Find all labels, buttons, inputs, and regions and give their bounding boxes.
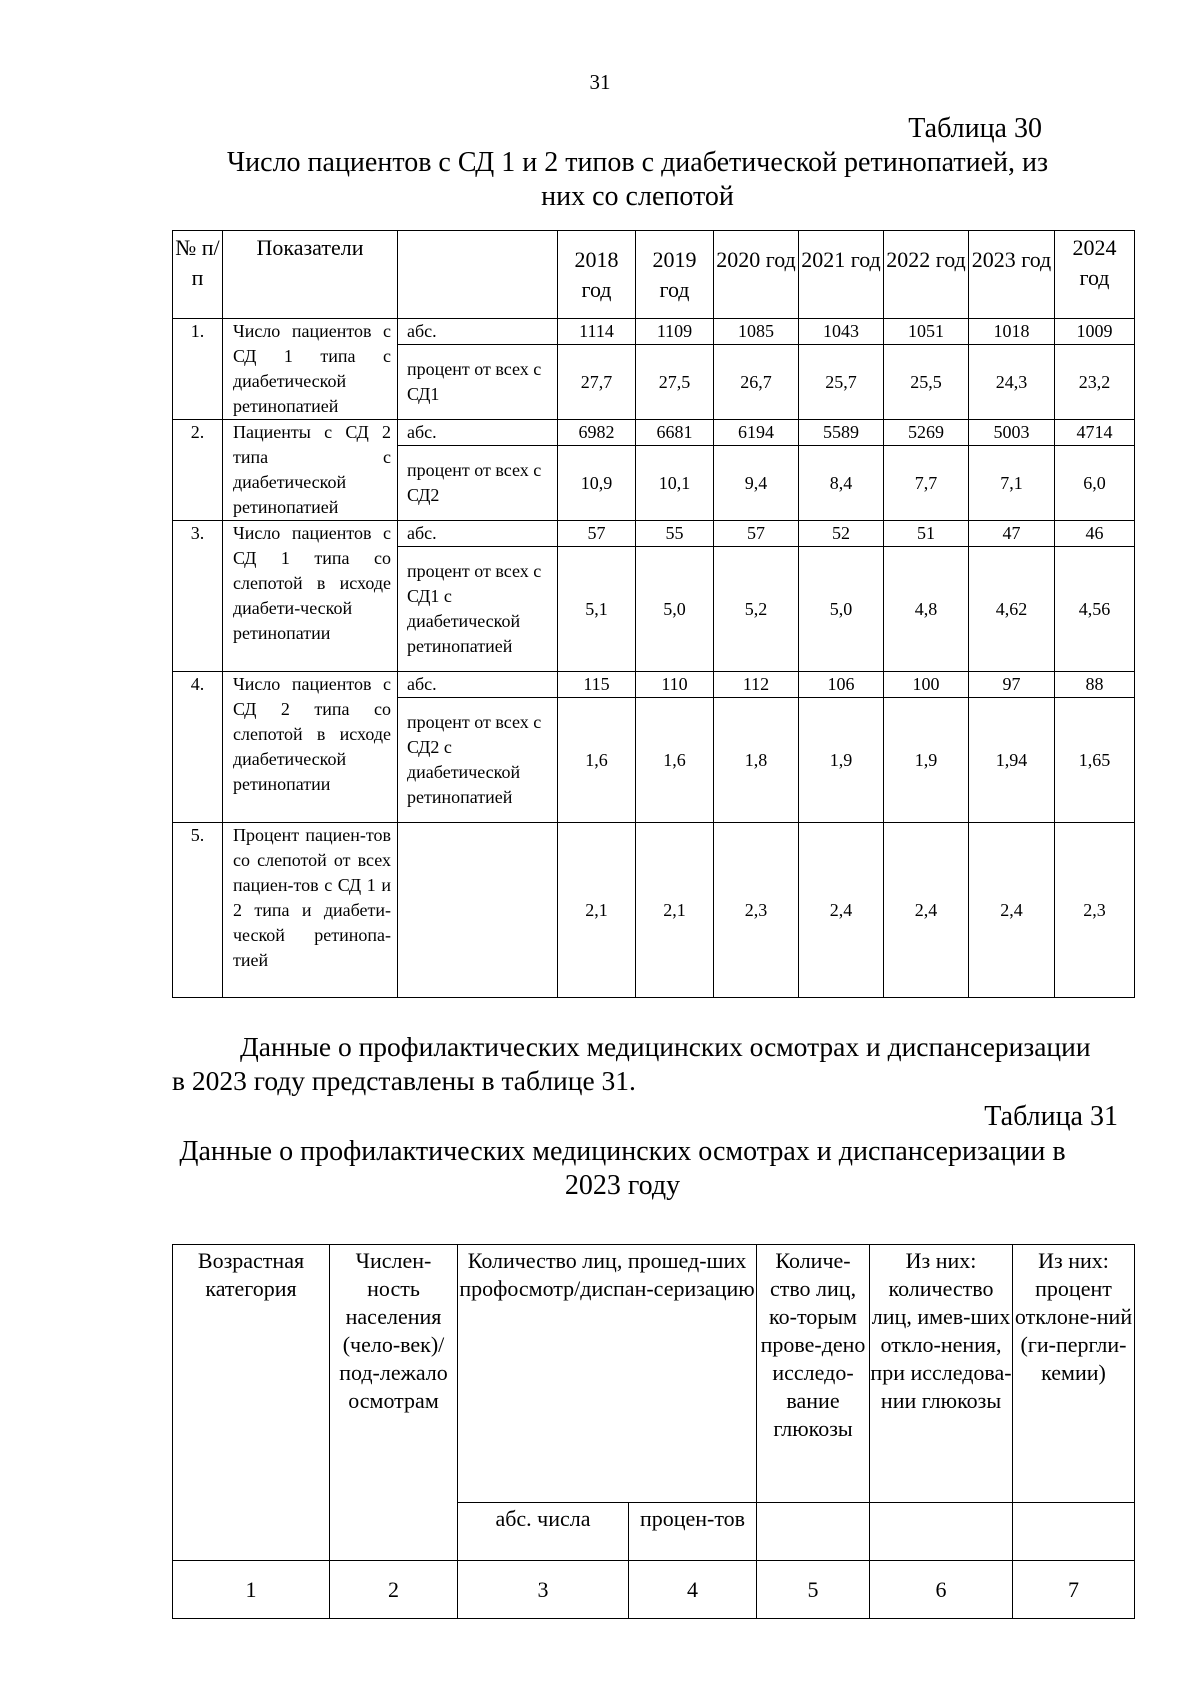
- row-number: 3.: [173, 521, 223, 672]
- cell-value: 106: [799, 672, 884, 698]
- cell-value: 23,2: [1055, 345, 1135, 420]
- cell-value: 52: [799, 521, 884, 547]
- cell-value: 2,4: [884, 823, 969, 998]
- cell-value: 1,9: [799, 698, 884, 823]
- cell-value: 110: [636, 672, 714, 698]
- cell-value: 1085: [714, 319, 799, 345]
- cell-value: 1018: [969, 319, 1055, 345]
- column-number: 7: [1013, 1561, 1135, 1619]
- table-31-title: [150, 1135, 1095, 1203]
- header-year: 2018 год: [558, 231, 636, 319]
- cell-value: 1,6: [558, 698, 636, 823]
- column-number: 1: [173, 1561, 330, 1619]
- cell-value: 5,0: [799, 547, 884, 672]
- cell-value: 5,2: [714, 547, 799, 672]
- cell-value: 51: [884, 521, 969, 547]
- header-blank: [870, 1503, 1013, 1561]
- unit-label: процент от всех с СД1: [398, 345, 558, 420]
- cell-value: 27,5: [636, 345, 714, 420]
- table-30: [172, 230, 1135, 998]
- table-30-title-line: Число пациентов с СД 1 и 2 типов с диабетической ретинопатией, из: [226, 147, 1049, 178]
- header-year: 2019 год: [636, 231, 714, 319]
- cell-value: 55: [636, 521, 714, 547]
- cell-value: 2,3: [1055, 823, 1135, 998]
- cell-value: 5269: [884, 420, 969, 446]
- cell-value: 1,94: [969, 698, 1055, 823]
- table-31: [172, 1244, 1135, 1619]
- row-indicator: Число пациентов с СД 1 типа с диабетической ретинопатией: [223, 319, 398, 420]
- cell-value: 6982: [558, 420, 636, 446]
- header-abs-numbers: абс. числа: [458, 1503, 629, 1561]
- cell-value: 1,9: [884, 698, 969, 823]
- cell-value: 100: [884, 672, 969, 698]
- cell-value: 4,8: [884, 547, 969, 672]
- cell-value: 46: [1055, 521, 1135, 547]
- cell-value: 57: [558, 521, 636, 547]
- cell-value: 5,1: [558, 547, 636, 672]
- column-number: 4: [629, 1561, 757, 1619]
- row-number: 2.: [173, 420, 223, 521]
- cell-value: 7,1: [969, 446, 1055, 521]
- header-deviations-percent: Из них: процент отклоне-ний (ги-пергли-кемии): [1013, 1245, 1135, 1503]
- table-31-caption: Таблица 31: [984, 1101, 1118, 1132]
- unit-label-empty: [398, 823, 558, 998]
- cell-value: 57: [714, 521, 799, 547]
- cell-value: 1,65: [1055, 698, 1135, 823]
- row-number: 4.: [173, 672, 223, 823]
- cell-value: 1,8: [714, 698, 799, 823]
- header-year: 2024 год: [1055, 231, 1135, 319]
- unit-label: абс.: [398, 672, 558, 698]
- cell-value: 4,56: [1055, 547, 1135, 672]
- table-30-title-line: них со слепотой: [541, 181, 734, 212]
- column-number-row: [173, 1561, 1135, 1619]
- cell-value: 24,3: [969, 345, 1055, 420]
- cell-value: 7,7: [884, 446, 969, 521]
- unit-label: абс.: [398, 319, 558, 345]
- cell-value: 10,9: [558, 446, 636, 521]
- cell-value: 2,4: [799, 823, 884, 998]
- cell-value: 5,0: [636, 547, 714, 672]
- header-year: 2020 год: [714, 231, 799, 319]
- cell-value: 1114: [558, 319, 636, 345]
- header-indicators: Показатели: [223, 231, 398, 319]
- row-indicator: Число пациентов с СД 1 типа со слепотой в исходе диабети-ческой ретинопатии: [223, 521, 398, 672]
- column-number: 6: [870, 1561, 1013, 1619]
- table-30-title: [160, 146, 1115, 214]
- unit-label: процент от всех с СД2 с диабетической ретинопатией: [398, 698, 558, 823]
- column-number: 3: [458, 1561, 629, 1619]
- table-30-caption: Таблица 30: [908, 113, 1042, 144]
- cell-value: 25,5: [884, 345, 969, 420]
- cell-value: 88: [1055, 672, 1135, 698]
- header-blank: [398, 231, 558, 319]
- unit-label: процент от всех с СД1 с диабетической ретинопатией: [398, 547, 558, 672]
- cell-value: 112: [714, 672, 799, 698]
- page-number: 31: [589, 70, 611, 94]
- cell-value: 1051: [884, 319, 969, 345]
- cell-value: 8,4: [799, 446, 884, 521]
- cell-value: 2,1: [636, 823, 714, 998]
- cell-value: 6,0: [1055, 446, 1135, 521]
- table-30-header-row: [173, 231, 1135, 319]
- cell-value: 4714: [1055, 420, 1135, 446]
- paragraph-line: в 2023 году представлены в таблице 31.: [172, 1065, 636, 1096]
- table-31-header-row: [173, 1245, 1135, 1503]
- cell-value: 6681: [636, 420, 714, 446]
- table-31-title-line: 2023 году: [564, 1170, 681, 1201]
- header-blank: [757, 1503, 870, 1561]
- table-31-title-line: Данные о профилактических медицинских осмотрах и диспансеризации в: [179, 1136, 1066, 1167]
- unit-label: абс.: [398, 521, 558, 547]
- cell-value: 1009: [1055, 319, 1135, 345]
- unit-label: абс.: [398, 420, 558, 446]
- row-number: 1.: [173, 319, 223, 420]
- cell-value: 5589: [799, 420, 884, 446]
- cell-value: 6194: [714, 420, 799, 446]
- cell-value: 2,1: [558, 823, 636, 998]
- cell-value: 1,6: [636, 698, 714, 823]
- row-indicator: Пациенты с СД 2 типа с диабетической ретинопатией: [223, 420, 398, 521]
- row-indicator: Процент пациен-тов со слепотой от всех пациен-тов с СД 1 и 2 типа и диабети-ческой ретинопа-тией: [223, 823, 398, 998]
- header-year: 2022 год: [884, 231, 969, 319]
- row-indicator: Число пациентов с СД 2 типа со слепотой в исходе диабетической ретинопатии: [223, 672, 398, 823]
- table-row: [173, 319, 1135, 345]
- header-glucose-tested: Количе-ство лиц, ко-торым прове-дено исследо-вание глюкозы: [757, 1245, 870, 1503]
- cell-value: 115: [558, 672, 636, 698]
- header-age-category: Возрастная категория: [173, 1245, 330, 1561]
- unit-label: процент от всех с СД2: [398, 446, 558, 521]
- header-year: 2021 год: [799, 231, 884, 319]
- row-number: 5.: [173, 823, 223, 998]
- cell-value: 47: [969, 521, 1055, 547]
- cell-value: 2,4: [969, 823, 1055, 998]
- cell-value: 10,1: [636, 446, 714, 521]
- table-row: [173, 823, 1135, 998]
- cell-value: 4,62: [969, 547, 1055, 672]
- table-row: [173, 521, 1135, 547]
- header-population: Числен-ность населения (чело-век)/под-лежало осмотрам: [330, 1245, 458, 1561]
- cell-value: 1043: [799, 319, 884, 345]
- cell-value: 26,7: [714, 345, 799, 420]
- cell-value: 97: [969, 672, 1055, 698]
- column-number: 2: [330, 1561, 458, 1619]
- column-number: 5: [757, 1561, 870, 1619]
- header-blank: [1013, 1503, 1135, 1561]
- header-percents: процен-тов: [629, 1503, 757, 1561]
- cell-value: 1109: [636, 319, 714, 345]
- header-year: 2023 год: [969, 231, 1055, 319]
- header-count-passed: Количество лиц, прошед-ших профосмотр/диспан-серизацию: [458, 1245, 757, 1503]
- cell-value: 5003: [969, 420, 1055, 446]
- cell-value: 25,7: [799, 345, 884, 420]
- header-number: № п/п: [173, 231, 223, 319]
- cell-value: 2,3: [714, 823, 799, 998]
- header-deviations-count: Из них: количество лиц, имев-ших откло-нения, при исследова-нии глюкозы: [870, 1245, 1013, 1503]
- paragraph-line: Данные о профилактических медицинских осмотрах и диспансеризации: [240, 1031, 1091, 1062]
- cell-value: 9,4: [714, 446, 799, 521]
- cell-value: 27,7: [558, 345, 636, 420]
- table-row: [173, 420, 1135, 446]
- table-row: [173, 672, 1135, 698]
